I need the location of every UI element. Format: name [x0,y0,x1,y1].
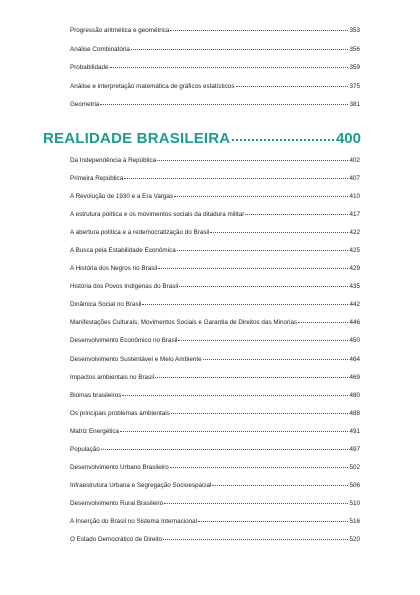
dot-leader [101,449,349,450]
toc-entry[interactable] [70,410,360,428]
toc-entry-page: 464 [349,355,360,363]
dot-leader [198,521,348,522]
toc-entry[interactable] [70,500,360,518]
toc-entry-title: Infraestrutura Urbana e Segregação Socioespacial [70,481,212,489]
toc-entry[interactable] [70,283,360,301]
dot-leader [212,485,348,486]
dot-leader [177,250,349,251]
section-heading[interactable] [43,129,361,149]
toc-entry-page: 422 [349,229,360,237]
toc-entry[interactable] [70,193,360,211]
toc-entry-page: 356 [349,45,360,53]
toc-entry-title: A História dos Negros no Brasil [70,265,158,273]
toc-entry[interactable] [70,83,360,102]
toc-list-top [70,27,360,120]
toc-entry[interactable] [70,482,360,500]
toc-entry-title: Desenvolvimento Urbano Brasileiro [70,463,169,471]
toc-entry-title: A Busca pela Estabilidade Econômica [70,247,176,255]
section-page: 400 [335,130,361,147]
toc-entry[interactable] [70,428,360,446]
toc-entry[interactable] [70,356,360,374]
toc-entry-title: Geometria [70,101,100,108]
dot-leader [203,359,349,360]
toc-entry-page: 502 [349,463,360,471]
toc-entry-page: 497 [349,445,360,453]
toc-entry-title: A abertura política e a redemocratização do Brasil [70,229,210,237]
dot-leader [170,30,348,31]
toc-entry[interactable] [70,229,360,247]
section-dot-leader [232,139,334,141]
dot-leader [142,304,348,305]
toc-list-bottom [70,157,360,554]
toc-entry-page: 359 [349,64,360,71]
toc-entry-page: 450 [349,337,360,345]
toc-entry-page: 407 [349,175,360,183]
toc-entry-page: 446 [349,319,360,327]
toc-entry-page: 491 [349,427,360,435]
toc-entry-page: 516 [349,517,360,525]
section-title: REALIDADE BRASILEIRA [43,130,231,147]
toc-entry-title: Probabilidade [70,64,109,71]
toc-entry[interactable] [70,337,360,355]
dot-leader [131,49,349,50]
toc-entry-page: 417 [349,211,360,219]
toc-entry[interactable] [70,392,360,410]
toc-entry-title: População [70,445,100,453]
toc-entry-title: Dinâmica Social no Brasil [70,301,142,309]
dot-leader [110,67,349,68]
toc-entry-page: 381 [349,101,360,108]
toc-entry[interactable] [70,265,360,283]
toc-entry-page: 442 [349,301,360,309]
toc-entry-page: 480 [349,391,360,399]
toc-entry-page: 506 [349,481,360,489]
toc-entry[interactable] [70,247,360,265]
toc-entry-title: Biomas brasileiros [70,391,122,399]
dot-leader [178,340,348,341]
toc-entry[interactable] [70,374,360,392]
toc-entry-page: 488 [349,409,360,417]
toc-entry-page: 402 [349,157,360,164]
dot-leader [170,467,349,468]
dot-leader [100,104,348,105]
dot-leader [157,160,348,161]
toc-entry-title: A estrutura política e os movimentos sociais da ditadura militar [70,211,245,219]
toc-entry-page: 469 [349,373,360,381]
dot-leader [122,395,348,396]
toc-entry-title: A Inserção do Brasil no Sistema Internacional [70,517,198,525]
toc-entry[interactable] [70,157,360,175]
toc-entry-page: 520 [349,535,360,543]
dot-leader [210,232,348,233]
dot-leader [164,503,348,504]
dot-leader [179,286,348,287]
toc-entry[interactable] [70,175,360,193]
toc-entry[interactable] [70,211,360,229]
toc-entry-title: Primeira República [70,175,124,183]
dot-leader [158,268,348,269]
toc-entry-page: 429 [349,265,360,273]
toc-entry-title: Progressão aritmética e geométrica [70,27,170,34]
toc-entry-title: Da Independência à República [70,157,157,164]
toc-entry[interactable] [70,101,360,120]
toc-entry-title: Matriz Energética [70,427,119,435]
toc-entry-page: 375 [349,82,360,90]
toc-entry[interactable] [70,464,360,482]
toc-entry-title: Impactos ambientais no Brasil [70,373,154,381]
dot-leader [163,539,348,540]
dot-leader [120,431,348,432]
dot-leader [245,214,348,215]
toc-entry-title: História dos Povos Indígenas do Brasil [70,283,179,291]
toc-entry[interactable] [70,518,360,536]
toc-entry[interactable] [70,46,360,65]
toc-entry-page: 435 [349,283,360,291]
toc-entry-title: O Estado Democrático de Direito [70,535,163,543]
toc-entry[interactable] [70,64,360,83]
toc-entry-page: 353 [349,27,360,34]
dot-leader [174,196,348,197]
toc-entry-page: 425 [349,247,360,255]
dot-leader [124,178,348,179]
toc-entry-title: Desenvolvimento Sustentável e Meio Ambiente [70,355,202,363]
dot-leader [155,377,348,378]
toc-entry-title: A Revolução de 1930 e a Era Vargas [70,193,174,201]
toc-entry-title: Análise Combinatória [70,45,130,53]
toc-entry[interactable] [70,536,360,554]
toc-entry[interactable] [70,301,360,319]
toc-entry-title: Manifestações Culturais, Movimentos Sociais e Garantia de Direitos das Minorias [70,319,298,327]
dot-leader [171,413,349,414]
toc-entry-title: Os principais problemas ambientais [70,409,170,417]
toc-entry[interactable] [70,446,360,464]
toc-entry[interactable] [70,319,360,337]
toc-entry-title: Análise e interpretação matemática de gráficos estatísticos [70,82,235,90]
dot-leader [236,86,349,87]
dot-leader [298,322,348,323]
toc-entry-title: Desenvolvimento Econômico no Brasil [70,337,178,345]
toc-entry-page: 410 [349,193,360,201]
toc-entry[interactable] [70,27,360,46]
toc-entry-title: Desenvolvimento Rural Brasileiro [70,499,164,507]
toc-entry-page: 510 [349,499,360,507]
